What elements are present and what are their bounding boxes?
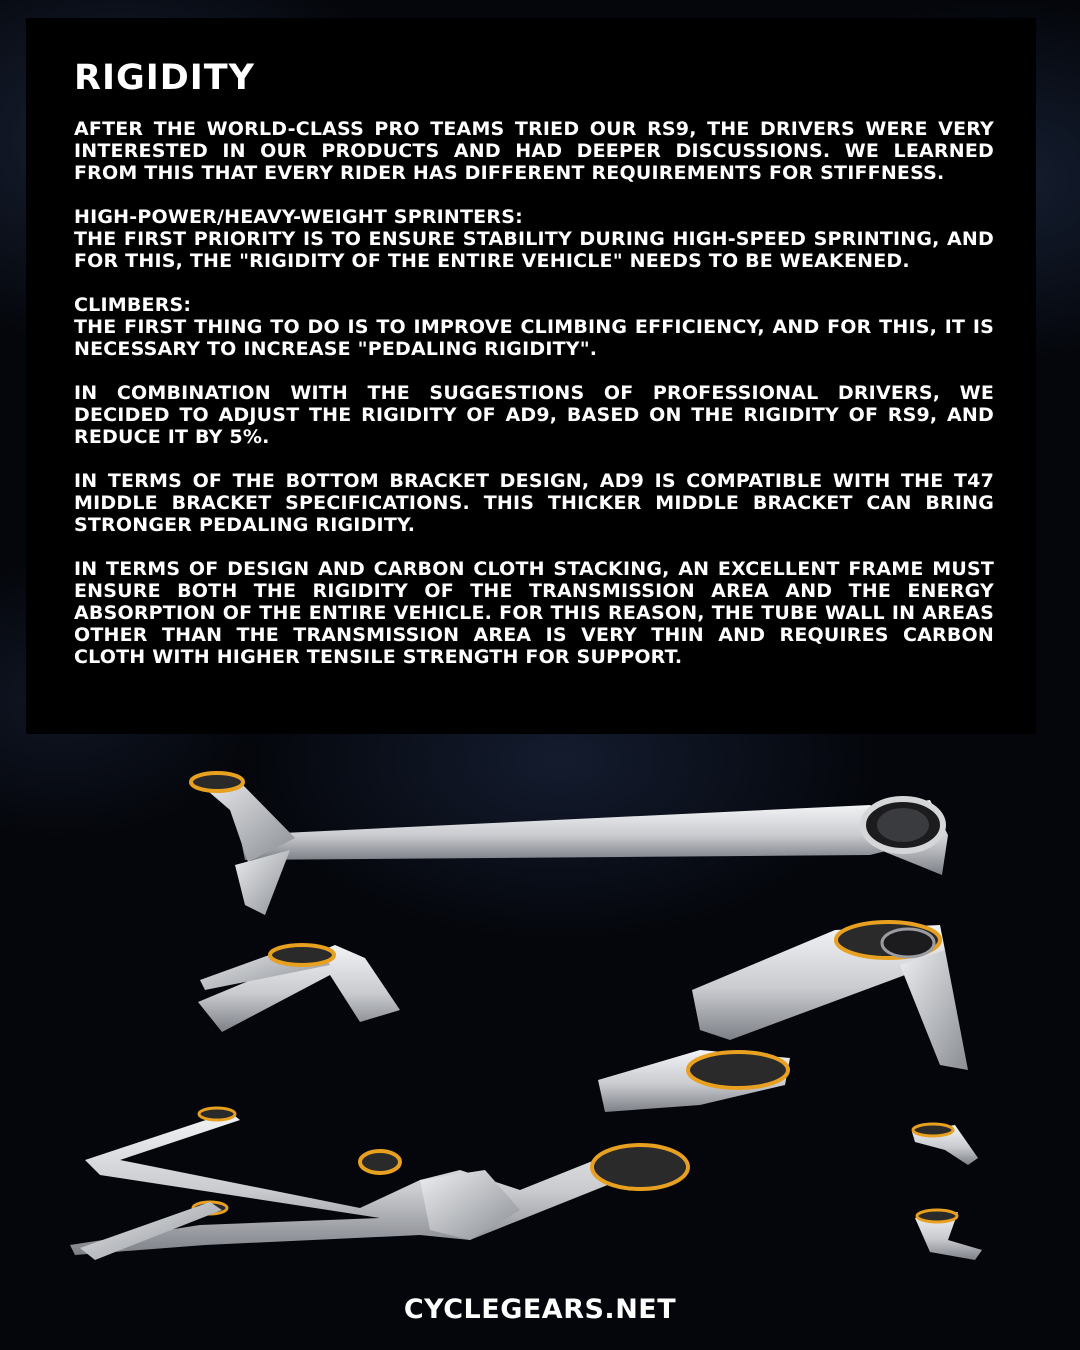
paragraph-text: THE FIRST PRIORITY IS TO ENSURE STABILITY DURING HIGH-SPEED SPRINTING, AND FOR THIS, THE "RIGIDITY OF THE ENTIRE VEHICLE" NEEDS TO BE WEAKENED. [74,228,994,272]
seat-cluster-section [198,945,400,1032]
paragraph-text: IN TERMS OF DESIGN AND CARBON CLOTH STACKING, AN EXCELLENT FRAME MUST ENSURE BOTH THE RIGIDITY OF THE TRANSMISSION AREA AND THE ENERGY ABSORPTION OF THE ENTIRE VEHICLE. FOR THIS REASON, THE TUBE WALL IN AREAS OTHER THAN THE TRANSMISSION AREA IS VERY THIN AND REQUIRES CARBON CLOTH WITH HIGHER TENSILE STRENGTH FOR SUPPORT. [74,558,994,668]
paragraph-bottom-bracket [74,470,994,536]
website-footer: CYCLEGEARS.NET [403,1294,677,1325]
paragraph-adjustment [74,382,994,448]
article-body [74,118,994,690]
bottom-bracket-rear-triangle-section [70,1108,688,1260]
paragraph-intro [74,118,994,184]
top-tube-section [191,773,948,915]
paragraph-text: IN TERMS OF THE BOTTOM BRACKET DESIGN, AD9 IS COMPATIBLE WITH THE T47 MIDDLE BRACKET SPECIFICATIONS. THIS THICKER MIDDLE BRACKET CAN BRING STRONGER PEDALING RIGIDITY. [74,470,994,536]
paragraph-text: IN COMBINATION WITH THE SUGGESTIONS OF PROFESSIONAL DRIVERS, WE DECIDED TO ADJUST THE RIGIDITY OF AD9, BASED ON THE RIGIDITY OF RS9, AND REDUCE IT BY 5%. [74,382,994,448]
paragraph-text: THE FIRST THING TO DO IS TO IMPROVE CLIMBING EFFICIENCY, AND FOR THIS, IT IS NECESSARY TO INCREASE "PEDALING RIGIDITY". [74,316,994,360]
paragraph-heading: CLIMBERS: [74,294,192,316]
paragraph-climbers [74,294,994,360]
head-tube-junction-section [692,922,968,1070]
exploded-carbon-frame-sections-icon [0,740,1080,1280]
paragraph-carbon-stacking [74,558,994,668]
paragraph-text: AFTER THE WORLD-CLASS PRO TEAMS TRIED OUR RS9, THE DRIVERS WERE VERY INTERESTED IN OUR PRODUCTS AND HAD DEEPER DISCUSSIONS. WE LEARNED FROM THIS THAT EVERY RIDER HAS DIFFERENT REQUIREMENTS FOR STIFFNESS. [74,118,994,184]
paragraph-heading: HIGH-POWER/HEAVY-WEIGHT SPRINTERS: [74,206,523,228]
paragraph-sprinters [74,206,994,272]
small-stay-section-lower [915,1210,982,1260]
page-title: RIGIDITY [74,58,256,98]
down-tube-section [598,1050,790,1112]
small-stay-section-upper [912,1124,978,1165]
